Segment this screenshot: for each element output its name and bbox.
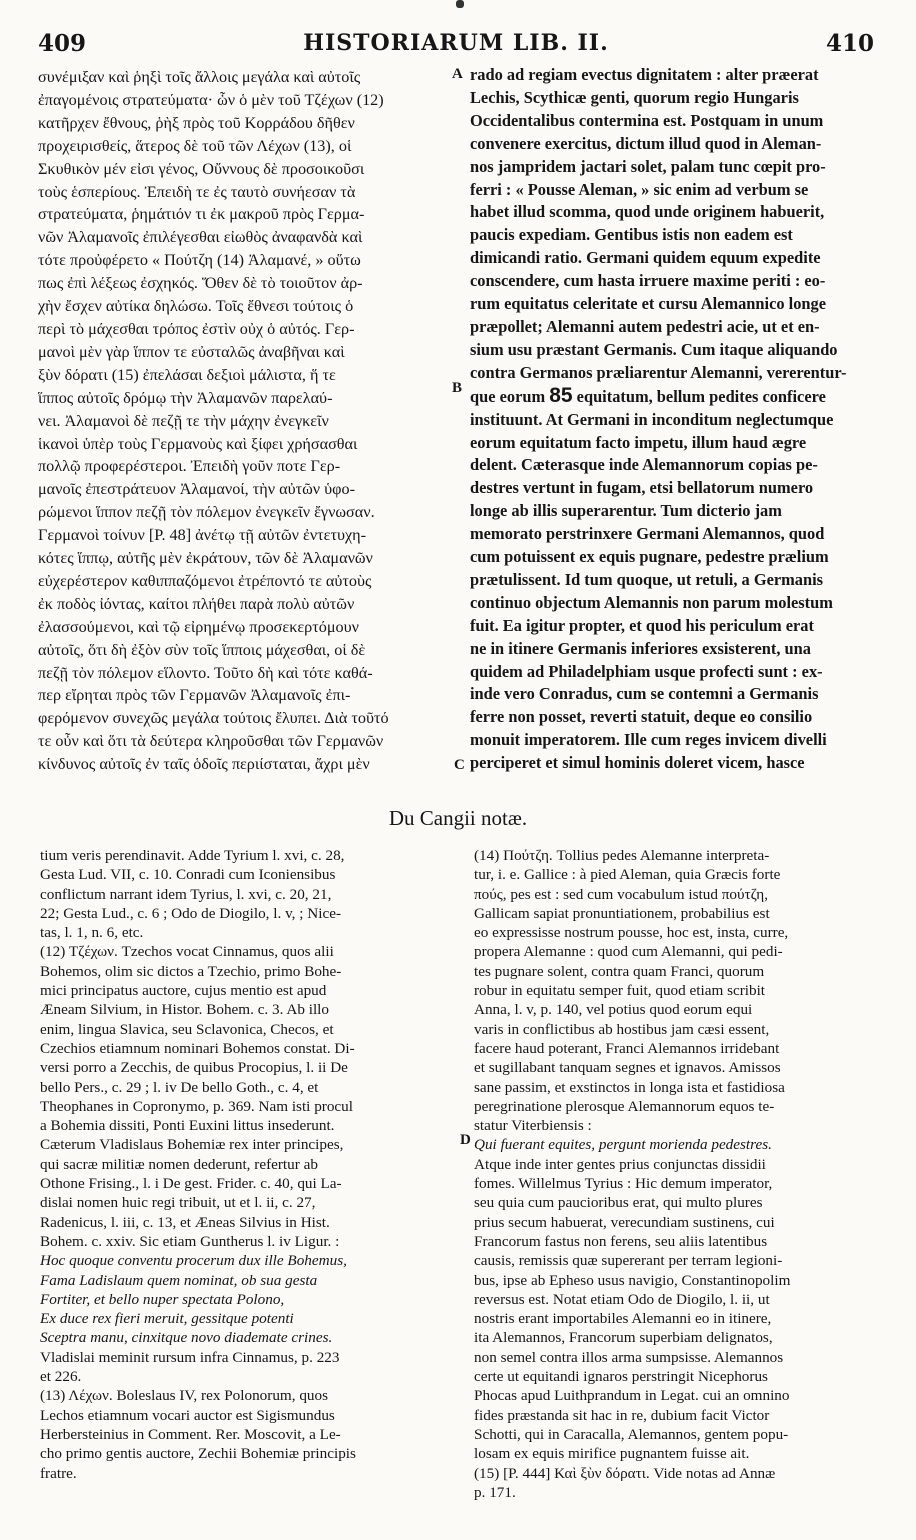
note-line: Othone Frising., l. i De gest. Frider. c. 40, qui La- (40, 1175, 342, 1193)
latin-text-line: inde vero Conradus, cum se contemni a Germanis (470, 684, 819, 704)
note-line: Cæterum Vladislaus Bohemiæ rex inter principes, (40, 1136, 344, 1154)
latin-text-line: perciperet et simul hominis doleret vicem, hasce (470, 753, 805, 773)
note-line: certe ut equitandi ignaros perstringit Nicephorus (474, 1368, 768, 1386)
note-line: tes pugnare solent, contra quam Franci, quorum (474, 962, 765, 980)
page-header (38, 30, 874, 60)
note-line: dislai nomen huic regi tribuit, ut et l. ii, c. 27, (40, 1194, 316, 1212)
notes-left-column (40, 846, 458, 1483)
greek-text-line: πεζῇ τὸν πόλεμον εἵλοντο. Τοῦτο δὴ καὶ τότε καθά- (38, 663, 373, 682)
note-line: propera Alemanne : quod cum Alemanni, qui pedi- (474, 943, 783, 961)
note-line: (14) Πούτζη. Tollius pedes Alemanne interpreta- (474, 847, 770, 864)
greek-text-line: τε οὖν καὶ ὅτι τὰ δεύτερα κληροῦσθαι τῶν Γερμανῶν (38, 732, 384, 751)
note-line: cho primo gentis auctore, Zechii Bohemiæ principis (40, 1445, 356, 1463)
note-line: statur Viterbiensis : (474, 1117, 592, 1135)
note-line: robur in equitatu semper fuit, quod etiam scribit (474, 982, 766, 1000)
latin-text-line: conscendere, cum hasta irruere maxime periti : eo- (470, 271, 826, 291)
greek-text-line: κίνδυνος αὐτοῖς ἐν ταῖς ὁδοῖς περιίσταται, ἄχρι μὲν (38, 755, 370, 774)
note-line: tur, i. e. Gallice : à pied Aleman, quia Græcis forte (474, 866, 781, 884)
greek-text-line: ἐλασσούμενοι, καὶ τῷ εἰρημένῳ προσεκερτόμουν (38, 617, 359, 636)
note-line: πούς, pes est : sed cum vocabulum istud πούτζη, (474, 885, 769, 903)
note-line: Radenicus, l. iii, c. 13, et Æneas Silvius in Hist. (40, 1213, 330, 1231)
latin-text-line: paucis expediam. Gentibus istis non eadem est (470, 225, 793, 245)
latin-text-line: sium usu præstant Germanis. Cum itaque aliquando (470, 339, 838, 359)
latin-text-line: habet illud scomma, quod unde originem habuerit, (470, 202, 825, 222)
greek-text-line: πολλῷ προφερέστεροι. Ἐπειδὴ γοῦν ποτε Γερ- (38, 457, 341, 476)
greek-text-line: αὐτοῖς, ὅτι δὴ ἐξὸν σὺν τοῖς ἵπποις μάχεσθαι, οἱ δὲ (38, 640, 366, 659)
note-line: Fama Ladislaum quem nominat, ob sua gesta (40, 1271, 318, 1289)
note-line: Ex duce rex fieri meruit, gessitque potenti (40, 1310, 294, 1328)
greek-text-line: χὴν ἔσχεν αὐτίκα δηλώσω. Τοῖς ἔθνεσι τούτοις ὁ (38, 297, 354, 316)
latin-text-line: rado ad regiam evectus dignitatem : alter præerat (470, 65, 819, 84)
greek-text-line: κατῆρχεν ἔθνους, ῥὴξ πρὸς τοῦ Κορράδου δῆθεν (38, 113, 355, 132)
note-line: Francorum fastus non ferens, seu aliis latentibus (474, 1232, 768, 1250)
latin-text-line: fuit. Ea igitur propter, et quod his periculum erat (470, 615, 814, 635)
greek-text-line: τοὺς ἑσπερίους. Ἐπειδὴ τε ἐς ταυτὸ συνήεσαν τὰ (38, 182, 356, 201)
note-line: Vladislai meminit rursum infra Cinnamus, p. 223 (40, 1348, 340, 1366)
latin-text-line: cum potuissent ex equis pugnare, pedestre prælium (470, 547, 829, 567)
greek-text-line: εὐχερέστερον καθιππαζόμενοι ἐτρέποντό τε αὐτοὺς (38, 571, 372, 590)
note-line: Atque inde inter gentes prius conjunctas dissidii (474, 1155, 766, 1173)
note-line: seu quia cum paucioribus erat, qui multo plures (474, 1194, 763, 1212)
latin-text-line: eorum equitatum facto impetu, illum haud ægre (470, 432, 807, 452)
note-line: ita Alemannos, Francorum superbiam delignatos, (474, 1329, 773, 1347)
note-line: 22; Gesta Lud., c. 6 ; Odo de Diogilo, l. v, ; Nice- (40, 904, 342, 922)
latin-text-line: instituunt. At Germani in inconditum neglectumque (470, 409, 834, 429)
note-line: Czechios etiamnum nominari Bohemos constat. Di- (40, 1039, 355, 1057)
note-line: Hoc quoque conventu procerum dux ille Bohemus, (40, 1252, 347, 1270)
running-title: HISTORIARUM LIB. II. (303, 30, 609, 56)
greek-text-line: ἐπαγομένοις στρατεύματα· ὧν ὁ μὲν τοῦ Τζέχων (12) (38, 90, 384, 109)
note-line: bus, ipse ab Epheso usus navigio, Constantinopolim (474, 1271, 791, 1289)
note-line: Schotti, qui in Caracalla, Alemannos, gentem popu- (474, 1425, 789, 1443)
note-line: Qui fuerant equites, pergunt morienda pedestres. (474, 1136, 772, 1154)
latin-text-line: rum equitatus celeritate et cursu Alemannico longe (470, 294, 826, 314)
margin-letter-c: C (454, 757, 465, 773)
greek-text-line: κότες ἵππῳ, αὐτῆς μὲν ἐκράτουν, τῶν δὲ Ἀλαμανῶν (38, 549, 373, 568)
latin-text-column (470, 64, 882, 775)
note-line: Anna, l. v, p. 140, vel potius quod eorum equi (474, 1001, 753, 1019)
note-line: Fortiter, et bello nuper spectata Polono, (40, 1290, 285, 1308)
note-line: Bohem. c. xxiv. Sic etiam Guntherus l. iv Ligur. : (40, 1232, 340, 1250)
note-line: Bohemos, olim sic dictos a Tzechio, primo Bohe- (40, 962, 342, 980)
greek-text-line: περὶ τὸ μάχεσθαι τρόπος ἐστὶν οὐχ ὁ αὐτός. Γερ- (38, 319, 355, 338)
note-line: losam ex equis mirifice pugnantem fuisse ait. (474, 1445, 750, 1463)
note-line: Sceptra manu, cinxitque novo diademate crines. (40, 1329, 333, 1347)
note-line: (13) Λέχων. Boleslaus IV, rex Polonorum, quos (40, 1387, 329, 1405)
note-line: fides præstanda sit hac in re, dubium facit Victor (474, 1406, 770, 1424)
note-line: Herbersteinius in Comment. Rer. Moscovit, a Le- (40, 1425, 341, 1443)
note-line: versi porro a Zecchis, de quibus Procopius, l. ii De (40, 1059, 348, 1077)
latin-text-line: memorato perstrinxere Germani Alemannos, quod (470, 524, 825, 544)
notes-heading: Du Cangii notæ. (388, 806, 528, 830)
greek-text-line: φερόμενον συνεχῶς μεγάλα τούτοις ἔλυπει. Διὰ τοῦτό (38, 709, 389, 728)
greek-text-line: προχειρισθείς, ἅτερος δὲ τοῦ τῶν Λέχων (13), οἱ (38, 136, 352, 155)
latin-text-line: prætulissent. Id tum quoque, ut retuli, a Germanis (470, 569, 824, 589)
note-line: fratre. (40, 1464, 77, 1482)
greek-text-line: νει. Ἀλαμανοὶ δὲ πεζῇ τε τὴν μάχην ἐνεγκεῖν (38, 411, 329, 430)
margin-letter-b: B (452, 380, 463, 396)
greek-text-line: ἱκανοὶ ὑπὲρ τοὺς Γερμανοὺς καὶ ξίφει χρήσασθαι (38, 434, 358, 453)
latin-text-line: que eorum 85 equitatum, bellum pedites conficere (470, 384, 826, 407)
notes-right-column (474, 846, 884, 1502)
latin-text-line: destres vertunt in fugam, etsi bellatorum numero (470, 478, 814, 498)
greek-text-column (38, 66, 456, 776)
note-line: reversus est. Notat etiam Odo de Diogilo, l. ii, ut (474, 1290, 770, 1308)
left-page-number: 409 (38, 30, 87, 57)
note-line: nostris erant importabiles Alemanni eo in itinere, (474, 1310, 772, 1328)
note-line: eo expressisse nostrum pousse, hoc est, insta, curre, (474, 924, 789, 942)
note-line: Æneam Silvium, in Histor. Bohem. c. 3. Ab illo (40, 1001, 329, 1019)
latin-text-line: longe ab illis superarentur. Tum dicterio jam (470, 501, 782, 521)
greek-text-line: τότε προὐφέρετο « Πούτζη (14) Ἀλαμανέ, » οὕτω (38, 251, 361, 270)
greek-text-line: συνέμιξαν καὶ ῥηξὶ τοῖς ἄλλοις μεγάλα καὶ αὐτοῖς (38, 68, 361, 86)
latin-text-line: continuo objectum Alemannis non parum molestum (470, 592, 833, 612)
greek-text-line: στρατεύματα, ῥημάτιόν τι ἐκ μακροῦ πρὸς Γερμα- (38, 205, 365, 224)
ink-speck (456, 0, 464, 8)
latin-text-line: Lechis, Scythicæ genti, quorum regio Hungaris (470, 87, 799, 107)
greek-text-line: ἵππος αὐτοῖς δρόμῳ τὴν Ἀλαμανῶν παρελαύ- (38, 388, 333, 407)
note-line: varis in conflictibus ab hostibus jam cæsi essent, (474, 1020, 770, 1038)
latin-text-line: contra Germanos præliarentur Alemanni, vererentur- (470, 362, 847, 382)
note-line: Lechos etiamnum vocari auctor est Sigismundus (40, 1406, 335, 1424)
latin-text-line: præpollet; Alemanni autem pedestri acie, ut et en- (470, 316, 820, 336)
greek-text-line: Γερμανοὶ τοίνυν [P. 48] ἀνέτῳ τῇ αὐτῶν ἐντετυχη- (38, 526, 367, 545)
note-line: non semel contra illos arma sumpsisse. Alemannos (474, 1348, 784, 1366)
note-line: mici principatus auctore, cujus mentio est apud (40, 982, 327, 1000)
latin-text-line: Occidentalibus contermina est. Postquam in unum (470, 110, 824, 130)
latin-text-line: nos jampridem jactari solet, palam tunc cœpit pro- (470, 156, 826, 176)
note-line: p. 171. (474, 1483, 516, 1501)
inline-page-mark: 85 (549, 384, 573, 407)
note-line: qui sacræ militiæ nomen dederunt, refertur ab (40, 1155, 318, 1173)
note-line: tium veris perendinavit. Adde Tyrium l. xvi, c. 28, (40, 847, 345, 864)
note-line: sane passim, et exstinctos in longa ista et fastidiosa (474, 1078, 785, 1096)
latin-text-line: ferri : « Pousse Aleman, » sic enim ad verbum se (470, 179, 809, 199)
note-line: et 226. (40, 1368, 82, 1386)
greek-text-line: ρώμενοι ἵππον πεζῇ τὸν πόλεμον ἐνεγκεῖν ἔγνωσαν. (38, 503, 375, 522)
note-line: (15) [P. 444] Καὶ ξὺν δόρατι. Vide notas ad Annæ (474, 1464, 776, 1482)
greek-text-line: νῶν Ἀλαμανοῖς ἐπιλέγεσθαι εἰωθὸς ἀναφανδὰ καὶ (38, 228, 363, 247)
greek-text-line: μανοῖς ἐπεστράτευον Ἀλαμανοί, τὴν αὐτῶν ὑφο- (38, 480, 355, 499)
note-line: facere haud poterant, Franci Alemannos irridebant (474, 1039, 780, 1057)
note-line: prius secum habuerat, verecundiam sustinens, cui (474, 1213, 775, 1231)
greek-text-line: περ εἴρηται πρὸς τῶν Γερμανῶν Ἀλαμανοῖς ἐπι- (38, 686, 351, 705)
note-line: enim, lingua Slavica, seu Sclavonica, Checos, et (40, 1020, 334, 1038)
note-line: fomes. Willelmus Tyrius : Hic demum imperator, (474, 1175, 773, 1193)
note-line: Theophanes in Copronymo, p. 369. Nam isti procul (40, 1097, 353, 1115)
greek-text-line: μανοὶ μὲν γὰρ ἵππον τε εὐσταλῶς ἀναβῆναι καὶ (38, 342, 345, 361)
greek-text-line: πως ἐπὶ λέξεως ἐσχηκός. Ὅθεν δὲ τὸ τοιοῦτον ἀρ- (38, 274, 363, 293)
margin-letter-d: D (460, 1132, 471, 1148)
greek-text-line: ξὺν δόρατι (15) ἐπελάσαι δεξιοὶ μάλιστα, ἥ τε (38, 365, 336, 384)
note-line: causis, remissis quæ supererant per terram legioni- (474, 1252, 783, 1270)
note-line: Gesta Lud. VII, c. 10. Conradi cum Iconiensibus (40, 866, 336, 884)
latin-text-line: ferre non posset, reverti statuit, deque eo consilio (470, 707, 813, 727)
latin-text-line: convenere exercitus, dictum illud quod in Aleman- (470, 133, 822, 153)
greek-text-line: ἐκ ποδὸς ἰόντας, καίτοι πλήθει παρὰ πολὺ αὐτῶν (38, 594, 355, 613)
note-line: Phocas apud Luithprandum in Legat. cui an omnino (474, 1387, 790, 1405)
note-line: bello Pers., c. 29 ; l. iv De bello Goth., c. 4, et (40, 1078, 319, 1096)
margin-letter-a: A (452, 66, 463, 82)
note-line: tas, l. 1, n. 6, etc. (40, 924, 144, 942)
right-page-number: 410 (825, 30, 874, 57)
note-line: Gallicam sapiat pronuntiationem, probabilius est (474, 904, 770, 922)
note-line: a Bohemia dissiti, Ponti Euxini littus insederunt. (40, 1117, 335, 1135)
latin-text-line: ne in itinere Germanis inferiores exsisterent, una (470, 638, 811, 658)
latin-text-line: monuit imperatorem. Ille cum reges invicem divelli (470, 730, 827, 750)
greek-text-line: Σκυθικὸν μέν εἰσι γένος, Οὔννους δὲ προσοικοῦσι (38, 159, 365, 178)
note-line: peregrinatione plerosque Alemannorum equos te- (474, 1097, 775, 1115)
note-line: conflictum narrant idem Tyrius, l. xvi, c. 20, 21, (40, 885, 332, 903)
latin-text-line: quidem ad Philadelphiam usque profecti sunt : ex- (470, 661, 823, 681)
note-line: (12) Τζέχων. Tzechos vocat Cinnamus, quos alii (40, 943, 334, 961)
note-line: et sugillabant tanquam segnes et ignavos. Amissos (474, 1059, 781, 1077)
latin-text-line: delent. Cæterasque inde Alemannorum copias pe- (470, 455, 818, 475)
latin-text-line: dimicandi ratio. Germani quidem equum expedite (470, 248, 821, 268)
